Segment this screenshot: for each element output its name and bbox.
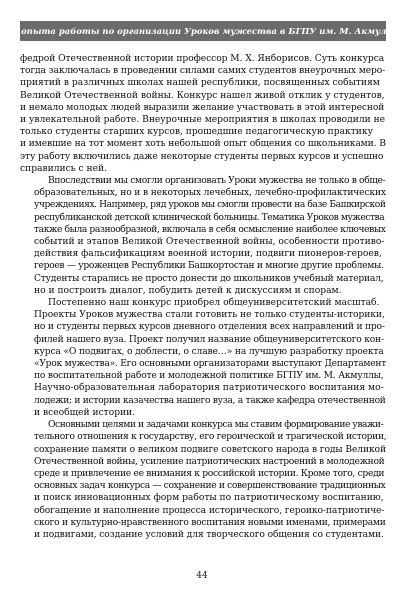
text-line: но и построить диалог, побудить детей к дискуссиям и спорам. (34, 285, 342, 296)
text-line: республиканской детской клинической больницы. Тематика Уроков мужества (34, 212, 385, 223)
text-line: приятий в различных школах нашей республики, посвященных событиям (20, 78, 380, 89)
text-line: но и студенты первых курсов дневного отделения всех направлений и про- (34, 322, 385, 333)
text-line: и увлекательной работе. Внеурочные мероприятия в школах проводили не (20, 115, 386, 126)
text-line: Основными целями и задачами конкурса мы ставим формирование уважи- (48, 420, 384, 431)
text-line: ского и культурно-нравственного воспитания новыми именами, примерами (34, 517, 386, 528)
text-line: и немало молодых людей выразили желание участвовать в этой интересной (20, 102, 385, 113)
text-line: справились с ней. (20, 163, 108, 174)
text-line: курса «О подвигах, о доблести, о славе…» на лучшую разработку проекта (34, 346, 384, 357)
text-line: лодежи; и истории казачества нашего вуза, а также кафедра отечественной (34, 395, 386, 406)
text-line: Научно-образовательная лаборатория патриотического воспитания мо- (34, 383, 384, 394)
page-number: 44 (196, 571, 208, 581)
body-text (20, 53, 386, 541)
running-header (4, 21, 402, 41)
text-line: героев — уроженцев Республики Башкортостан и многие другие проблемы. (34, 261, 384, 272)
text-line: основных задач конкурса — сохранение и совершенствование традиционных (34, 481, 386, 492)
text-line: эту работу включились даже некоторые студенты первых курсов и успешно (20, 151, 384, 162)
text-line: и подвигами, создание условий для творческого общения со студентами. (34, 529, 384, 540)
running-header-title: Из опыта работы по организации Уроков мужества в БГПУ им. М. Акмуллы (4, 26, 402, 36)
paragraph (20, 175, 386, 297)
text-line: образовательных, но и в некоторых лечебных, лечебно-профилактических (34, 188, 386, 199)
text-line: сохранение памяти о великом подвиге советского народа в годы Великой (34, 444, 386, 455)
text-line: «Урок мужества». Его основными организаторами выступают Департамент (34, 359, 387, 370)
text-line: по воспитательной работе и молодежной политике БГПУ им. М. Акмуллы, (34, 371, 384, 382)
text-line: тельного отношения к государству, его героической и трагической истории, (34, 432, 387, 443)
paragraph (20, 297, 386, 419)
paragraph (20, 53, 386, 175)
text-line: и поиск инновационных форм работы по патриотическому воспитанию, (34, 493, 384, 504)
text-line: только студенты старших курсов, прошедшие педагогическую практику (20, 127, 373, 138)
text-line: Постепенно наш конкурс приобрел общеуниверситетский масштаб. (48, 298, 380, 309)
text-line: Великой Отечественной войны. Конкурс нашел живой отклик у студентов, (20, 90, 385, 101)
text-line: среде и привлечение ее внимания к российской истории. Кроме того, среди (34, 468, 385, 479)
text-line: филей нашего вуза. Проект получил название общеуниверситетского кон- (34, 334, 384, 345)
text-line: и имевшие на тот момент хоть небольшой опыт общения со школьниками. В (20, 139, 386, 150)
text-line: Проекты Уроков мужества стали готовить не только студенты-историки, (34, 310, 385, 321)
text-line: учреждениях. Например, ряд уроков мы смогли провести на базе Башкирской (34, 200, 386, 211)
paragraph (20, 419, 386, 541)
text-line: действия фальсификациям военной истории, подвиги пионеров-героев, (34, 249, 382, 260)
text-line: федрой Отечественной истории профессор М. Х. Янборисов. Суть конкурса (20, 54, 385, 64)
text-line: Впоследствии мы смогли организовать Уроки мужества не только в обще- (48, 176, 386, 187)
text-line: Студенты старались не просто донести до школьников учебный материал, (34, 273, 384, 284)
text-line: обогащение и наполнение процесса исторического, героико-патриотиче- (34, 505, 385, 516)
text-line: событий и этапов Великой Отечественной войны, особенности противо- (34, 237, 385, 248)
text-line: также была разнообразной, включала в себя осмысление наиболее ключевых (34, 224, 386, 235)
text-line: и всеобщей истории. (34, 407, 136, 418)
text-line: тогда заключалась в проведении силами самих студентов внеурочных меро- (20, 66, 386, 77)
text-line: Отечественной войны, усиление патриотических настроений в молодежной (34, 456, 385, 467)
